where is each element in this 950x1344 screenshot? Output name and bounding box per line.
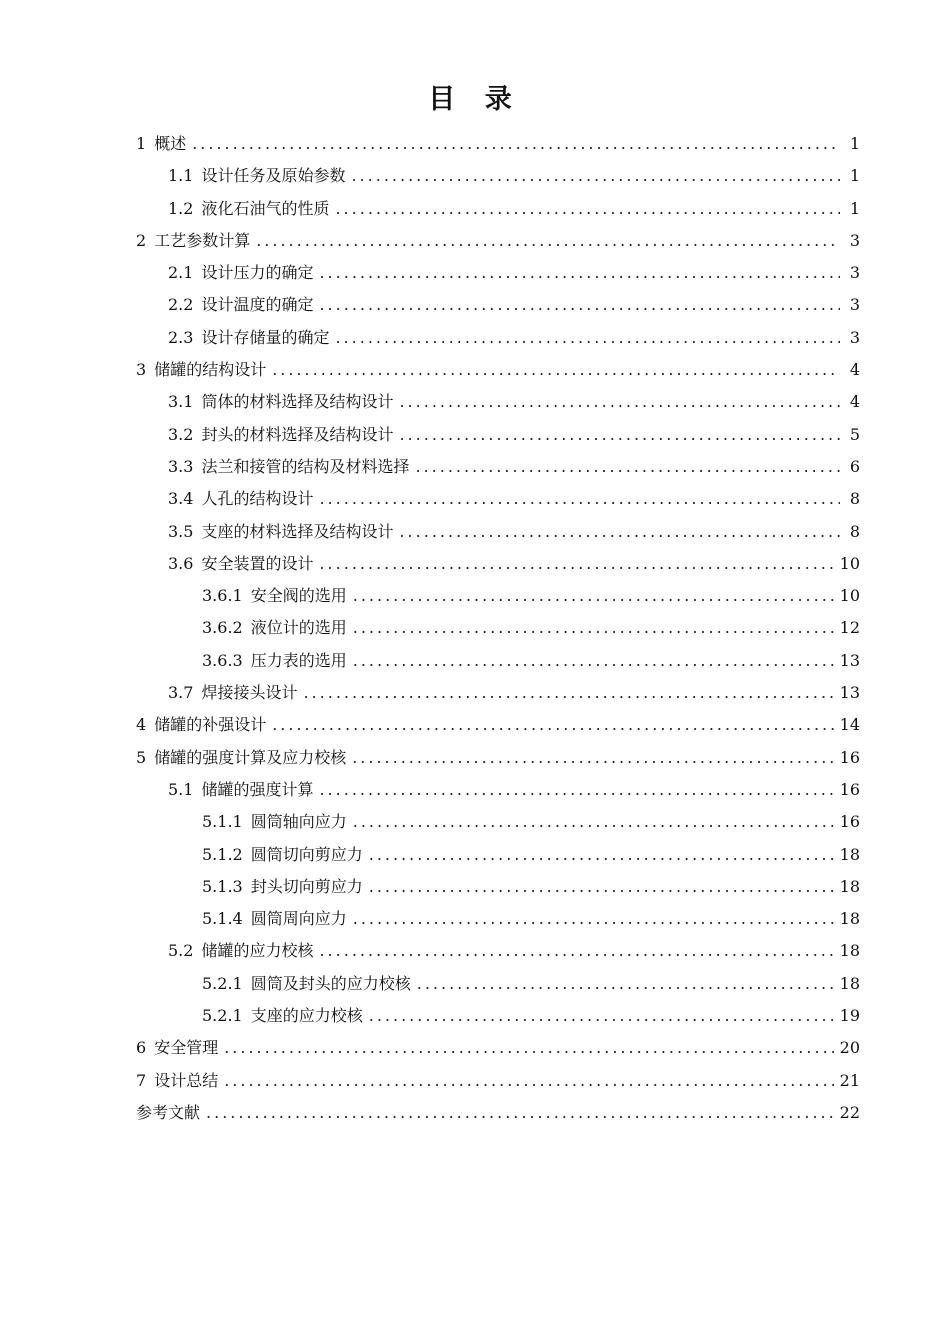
toc-entry-title: 储罐的强度计算及应力校核 bbox=[154, 747, 347, 767]
toc-leader-dots bbox=[353, 612, 834, 644]
toc-entry-number: 3.4 bbox=[168, 489, 194, 509]
toc-entry-number: 5.1 bbox=[168, 779, 194, 799]
toc-entry-number: 2.3 bbox=[168, 327, 194, 347]
toc-entry-page-number: 19 bbox=[839, 1006, 860, 1026]
toc-entry-title: 压力表的选用 bbox=[250, 650, 347, 670]
toc-entry[interactable] bbox=[136, 160, 860, 192]
toc-entry[interactable] bbox=[136, 451, 860, 483]
toc-entry[interactable] bbox=[136, 806, 860, 838]
toc-entry-number: 3.2 bbox=[168, 424, 194, 444]
toc-entry[interactable] bbox=[136, 645, 860, 677]
toc-entry-page-number: 5 bbox=[849, 424, 860, 444]
toc-leader-dots bbox=[399, 516, 840, 548]
toc-leader-dots bbox=[224, 1032, 833, 1064]
toc-leader-dots bbox=[369, 871, 834, 903]
toc-entry-page-number: 10 bbox=[839, 586, 860, 606]
toc-entry-page-number: 13 bbox=[839, 650, 860, 670]
toc-leader-dots bbox=[272, 709, 833, 741]
toc-leader-dots bbox=[206, 1097, 834, 1129]
toc-entry-title: 设计总结 bbox=[154, 1070, 219, 1090]
toc-entry[interactable] bbox=[136, 483, 860, 515]
toc-entry-title: 储罐的结构设计 bbox=[154, 360, 267, 380]
toc-entry-page-number: 22 bbox=[839, 1102, 860, 1122]
toc-entry-page-number: 10 bbox=[839, 553, 860, 573]
toc-entry-number: 3.5 bbox=[168, 521, 194, 541]
toc-entry-page-number: 4 bbox=[849, 360, 860, 380]
toc-entry-page-number: 4 bbox=[849, 392, 860, 412]
toc-entry-title: 圆筒及封头的应力校核 bbox=[250, 973, 411, 993]
toc-leader-dots bbox=[351, 160, 840, 192]
toc-entry[interactable] bbox=[136, 322, 860, 354]
toc-entry-title: 圆筒周向应力 bbox=[250, 909, 347, 929]
toc-entry-number: 1.1 bbox=[168, 166, 194, 186]
toc-entry-number: 3.7 bbox=[168, 683, 194, 703]
toc-entry[interactable] bbox=[136, 612, 860, 644]
toc-entry-number: 5.2.1 bbox=[202, 973, 243, 993]
toc-entry-number: 5 bbox=[136, 747, 147, 767]
toc-leader-dots bbox=[192, 128, 840, 160]
toc-leader-dots bbox=[415, 451, 840, 483]
toc-entry[interactable] bbox=[136, 548, 860, 580]
toc-leader-dots bbox=[319, 548, 833, 580]
toc-entry-number: 1.2 bbox=[168, 198, 194, 218]
toc-entry-title: 安全管理 bbox=[154, 1038, 219, 1058]
toc-entry-number: 3.6 bbox=[168, 553, 194, 573]
toc-entry-page-number: 8 bbox=[849, 489, 860, 509]
toc-entry-page-number: 3 bbox=[849, 230, 860, 250]
toc-entry-number: 5.1.4 bbox=[202, 909, 243, 929]
toc-entry-number: 3.1 bbox=[168, 392, 194, 412]
toc-entry-page-number: 16 bbox=[839, 779, 860, 799]
toc-entry[interactable] bbox=[136, 128, 860, 160]
toc-entry-title: 封头的材料选择及结构设计 bbox=[201, 424, 394, 444]
toc-entry-title: 液化石油气的性质 bbox=[201, 198, 330, 218]
toc-entry-title: 圆筒轴向应力 bbox=[250, 812, 347, 832]
toc-entry-number: 1 bbox=[136, 134, 147, 153]
toc-entry[interactable] bbox=[136, 935, 860, 967]
toc-entry-number: 3.6.3 bbox=[202, 650, 243, 670]
toc-entry-page-number: 13 bbox=[839, 683, 860, 703]
toc-entry-title: 封头切向剪应力 bbox=[250, 876, 363, 896]
toc-entry-number: 5.2.1 bbox=[202, 1006, 243, 1026]
toc-leader-dots bbox=[353, 580, 834, 612]
toc-leader-dots bbox=[369, 1000, 834, 1032]
toc-entry-page-number: 1 bbox=[849, 198, 860, 218]
toc-leader-dots bbox=[353, 645, 834, 677]
toc-entry[interactable] bbox=[136, 677, 860, 709]
toc-entry-title: 支座的材料选择及结构设计 bbox=[201, 521, 394, 541]
toc-entry-page-number: 16 bbox=[839, 812, 860, 832]
toc-leader-dots bbox=[335, 322, 840, 354]
toc-entry-number: 5.1.3 bbox=[202, 876, 243, 896]
toc-entry-number: 5.2 bbox=[168, 941, 194, 961]
toc-entry-page-number: 1 bbox=[849, 166, 860, 186]
toc-entry-title: 支座的应力校核 bbox=[250, 1006, 363, 1026]
toc-entry-page-number: 12 bbox=[839, 618, 860, 638]
toc-entry-title: 参考文献 bbox=[136, 1102, 201, 1122]
toc-entry[interactable] bbox=[136, 871, 860, 903]
toc-leader-dots bbox=[353, 903, 834, 935]
toc-entry-title: 概述 bbox=[154, 134, 187, 153]
toc-entry-page-number: 8 bbox=[849, 521, 860, 541]
toc-entry-page-number: 18 bbox=[839, 941, 860, 961]
toc-entry[interactable] bbox=[136, 257, 860, 289]
toc-entry-title: 储罐的应力校核 bbox=[201, 941, 314, 961]
toc-entry-title: 设计存储量的确定 bbox=[201, 327, 330, 347]
toc-entry[interactable] bbox=[136, 386, 860, 418]
toc-entry[interactable] bbox=[136, 1032, 860, 1064]
toc-leader-dots bbox=[335, 193, 840, 225]
toc-entry-page-number: 20 bbox=[839, 1038, 860, 1058]
toc-entry[interactable] bbox=[136, 903, 860, 935]
toc-entry-page-number: 3 bbox=[849, 263, 860, 283]
toc-leader-dots bbox=[319, 483, 840, 515]
page-title: 目 录 bbox=[428, 84, 522, 115]
toc-leader-dots bbox=[319, 257, 840, 289]
toc-entry-number: 5.1.2 bbox=[202, 844, 243, 864]
toc-leader-dots bbox=[303, 677, 833, 709]
toc-entry-title: 设计温度的确定 bbox=[201, 295, 314, 315]
toc-leader-dots bbox=[369, 839, 834, 871]
toc-entry-number: 3.6.2 bbox=[202, 618, 243, 638]
toc-entry[interactable] bbox=[136, 289, 860, 321]
toc-entry-number: 2.1 bbox=[168, 263, 194, 283]
toc-entry-number: 7 bbox=[136, 1070, 147, 1090]
toc-entry-title: 圆筒切向剪应力 bbox=[250, 844, 363, 864]
toc-entry-title: 工艺参数计算 bbox=[154, 230, 251, 250]
toc-entry[interactable] bbox=[136, 225, 860, 257]
toc-leader-dots bbox=[417, 968, 834, 1000]
toc-entry-title: 法兰和接管的结构及材料选择 bbox=[201, 456, 410, 476]
toc-entry[interactable] bbox=[136, 709, 860, 741]
toc-entry-title: 安全阀的选用 bbox=[250, 586, 347, 606]
toc-entry-page-number: 14 bbox=[839, 715, 860, 735]
toc-entry-number: 5.1.1 bbox=[202, 812, 243, 832]
toc-entry-title: 设计压力的确定 bbox=[201, 263, 314, 283]
toc-list bbox=[136, 128, 860, 1129]
toc-entry-title: 设计任务及原始参数 bbox=[201, 166, 346, 186]
toc-leader-dots bbox=[272, 354, 840, 386]
toc-entry-page-number: 1 bbox=[849, 134, 860, 153]
toc-leader-dots bbox=[319, 935, 833, 967]
toc-entry-number: 2.2 bbox=[168, 295, 194, 315]
toc-entry[interactable] bbox=[136, 516, 860, 548]
toc-entry[interactable] bbox=[136, 839, 860, 871]
toc-leader-dots bbox=[399, 419, 840, 451]
toc-entry-number: 3 bbox=[136, 360, 147, 380]
toc-entry-number: 6 bbox=[136, 1038, 147, 1058]
toc-entry[interactable] bbox=[136, 193, 860, 225]
toc-leader-dots bbox=[224, 1065, 833, 1097]
toc-entry[interactable] bbox=[136, 419, 860, 451]
toc-entry[interactable] bbox=[136, 1065, 860, 1097]
toc-entry-title: 筒体的材料选择及结构设计 bbox=[201, 392, 394, 412]
toc-entry-title: 人孔的结构设计 bbox=[201, 489, 314, 509]
toc-entry-page-number: 21 bbox=[839, 1070, 860, 1090]
toc-entry-page-number: 3 bbox=[849, 327, 860, 347]
toc-entry-page-number: 6 bbox=[849, 456, 860, 476]
toc-entry-number: 3.3 bbox=[168, 456, 194, 476]
toc-leader-dots bbox=[352, 742, 833, 774]
toc-entry-page-number: 3 bbox=[849, 295, 860, 315]
toc-entry-title: 储罐的补强设计 bbox=[154, 715, 267, 735]
toc-leader-dots bbox=[256, 225, 840, 257]
toc-entry-title: 焊接接头设计 bbox=[201, 683, 298, 703]
toc-entry[interactable] bbox=[136, 742, 860, 774]
toc-entry[interactable] bbox=[136, 1097, 860, 1129]
toc-entry-title: 安全装置的设计 bbox=[201, 553, 314, 573]
toc-leader-dots bbox=[399, 386, 840, 418]
toc-entry-number: 3.6.1 bbox=[202, 586, 243, 606]
toc-leader-dots bbox=[319, 774, 833, 806]
toc-entry[interactable] bbox=[136, 968, 860, 1000]
toc-entry-title: 液位计的选用 bbox=[250, 618, 347, 638]
toc-entry-page-number: 18 bbox=[839, 844, 860, 864]
toc-entry-title: 储罐的强度计算 bbox=[201, 779, 314, 799]
toc-entry[interactable] bbox=[136, 580, 860, 612]
toc-entry-page-number: 18 bbox=[839, 876, 860, 896]
toc-entry-page-number: 16 bbox=[839, 747, 860, 767]
toc-entry-number: 2 bbox=[136, 230, 147, 250]
toc-leader-dots bbox=[319, 289, 840, 321]
toc-entry-number: 4 bbox=[136, 715, 147, 735]
toc-entry-page-number: 18 bbox=[839, 909, 860, 929]
toc-leader-dots bbox=[353, 806, 834, 838]
toc-entry[interactable] bbox=[136, 774, 860, 806]
toc-entry[interactable] bbox=[136, 354, 860, 386]
toc-entry-page-number: 18 bbox=[839, 973, 860, 993]
toc-entry[interactable] bbox=[136, 1000, 860, 1032]
